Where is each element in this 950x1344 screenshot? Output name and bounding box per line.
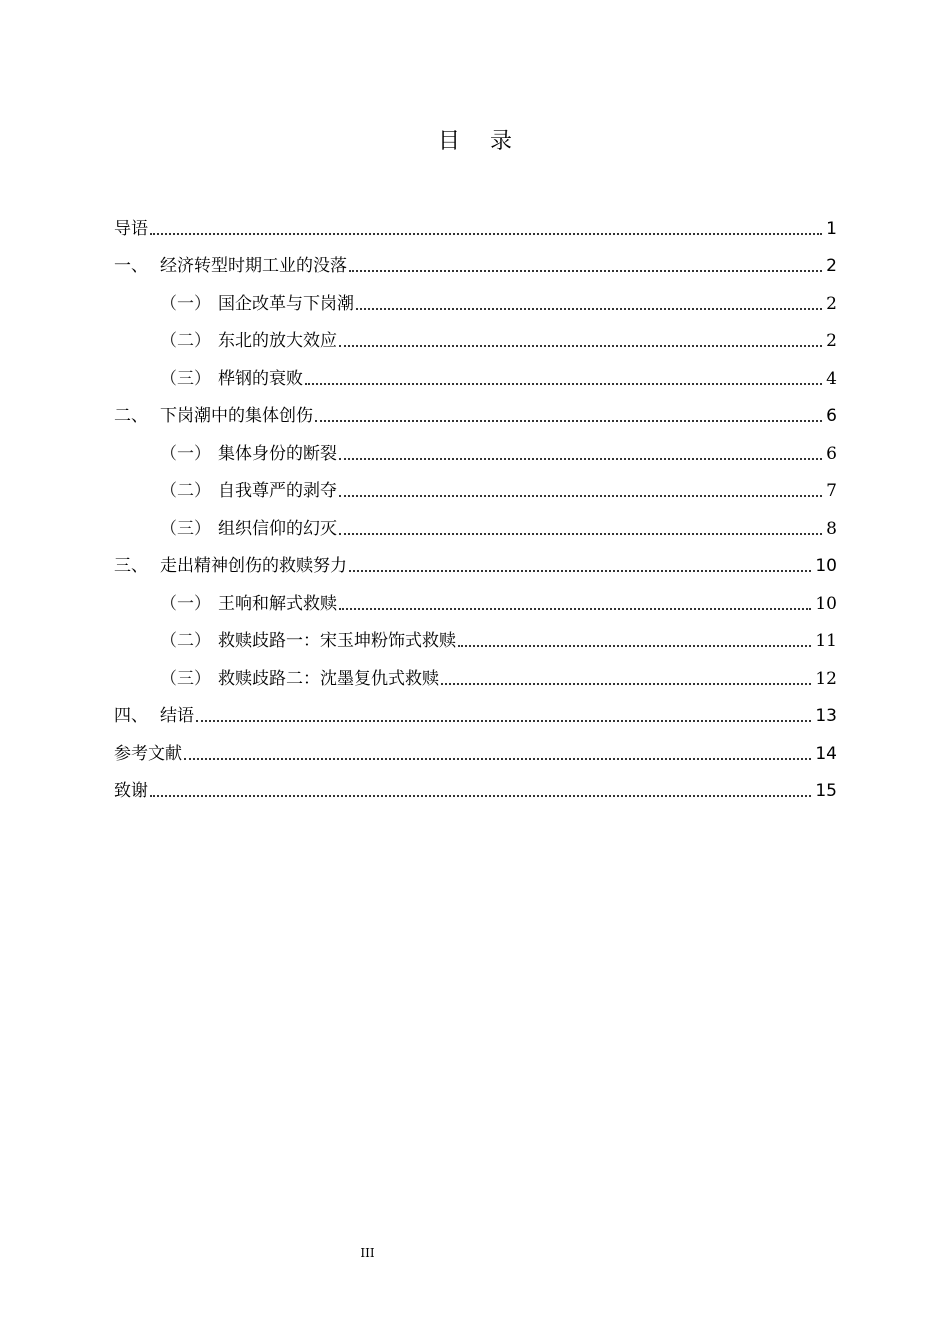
toc-entry-label: 结语 [160,706,194,726]
toc-entry-label: 走出精神创伤的救赎努力 [160,556,347,576]
toc-entry-label: 致谢 [114,781,148,801]
toc-entry-number: （一） [160,593,211,614]
toc-dot-leader [305,383,822,385]
toc-entry-number: （二） [160,631,211,651]
title-char-1: 目 [437,129,460,154]
toc-entry[interactable] [114,428,837,466]
toc-entry-page: 11 [815,631,837,651]
toc-dot-leader [339,608,811,610]
toc-entry-page: 1 [826,218,837,239]
toc-entry-number: （三） [160,668,211,689]
toc-entry[interactable] [114,316,837,354]
title-char-2: 录 [490,129,513,154]
toc-entry[interactable] [114,653,837,691]
toc-entry[interactable] [114,541,837,579]
toc-entry-label: 经济转型时期工业的没落 [160,256,347,276]
toc-entry-page: 4 [826,368,837,389]
toc-entry[interactable] [114,616,837,654]
toc-entry-number: 四、 [114,706,148,726]
toc-entry-number: （二） [160,331,211,351]
toc-entry[interactable] [114,203,837,241]
toc-dot-leader [196,720,811,722]
toc-dot-leader [150,795,811,797]
toc-entry-number: （二） [160,481,211,501]
toc-entry[interactable] [114,691,837,729]
toc-entry-number: 二、 [114,406,148,426]
toc-entry-number: 三、 [114,556,148,576]
toc-entry[interactable] [114,241,837,279]
toc-entry-page: 13 [815,706,837,726]
toc-entry-label: 自我尊严的剥夺 [218,481,337,501]
toc-entry-page: 10 [815,593,837,614]
toc-entry-page: 12 [815,668,837,689]
toc-entry-label: 救赎歧路二：沈墨复仇式救赎 [218,668,439,689]
toc-entry-page: 15 [815,781,837,801]
toc-entry-page: 2 [826,293,837,314]
toc-entry-number: （三） [160,518,211,539]
toc-entry-label: 下岗潮中的集体创伤 [160,406,313,426]
toc-entry-label: 桦钢的衰败 [218,368,303,389]
toc-entry-number: （一） [160,293,211,314]
toc-entry-page: 2 [826,331,837,351]
toc-entry[interactable] [114,278,837,316]
toc-entry[interactable] [114,728,837,766]
toc-entry[interactable] [114,766,837,804]
toc-entry-number: （一） [160,443,211,464]
table-of-contents [114,203,837,803]
toc-dot-leader [339,533,822,535]
footer-page-number: III [360,1246,375,1260]
toc-dot-leader [356,308,822,310]
toc-entry-label: 救赎歧路一：宋玉坤粉饰式救赎 [218,631,456,651]
page-title [0,126,950,158]
toc-entry[interactable] [114,466,837,504]
toc-entry-label: 集体身份的断裂 [218,443,337,464]
toc-entry-label: 参考文献 [114,743,182,764]
toc-dot-leader [349,270,822,272]
toc-entry-label: 组织信仰的幻灭 [218,518,337,539]
toc-entry-page: 7 [826,481,837,501]
toc-entry[interactable] [114,578,837,616]
toc-entry-number: 一、 [114,256,148,276]
toc-dot-leader [339,495,822,497]
toc-dot-leader [184,758,811,760]
toc-dot-leader [150,233,822,235]
toc-dot-leader [339,345,822,347]
toc-entry-label: 东北的放大效应 [218,331,337,351]
toc-entry-label: 王响和解式救赎 [218,593,337,614]
toc-entry-page: 6 [826,443,837,464]
toc-entry-page: 2 [826,256,837,276]
toc-entry-label: 国企改革与下岗潮 [218,293,354,314]
toc-dot-leader [349,570,811,572]
toc-dot-leader [441,683,811,685]
toc-entry-number: （三） [160,368,211,389]
toc-dot-leader [315,420,822,422]
toc-entry-page: 14 [815,743,837,764]
toc-entry[interactable] [114,391,837,429]
toc-entry-page: 6 [826,406,837,426]
toc-entry-page: 10 [815,556,837,576]
toc-entry-page: 8 [826,518,837,539]
toc-entry[interactable] [114,353,837,391]
toc-entry[interactable] [114,503,837,541]
toc-dot-leader [339,458,822,460]
toc-entry-label: 导语 [114,218,148,239]
toc-dot-leader [458,645,811,647]
